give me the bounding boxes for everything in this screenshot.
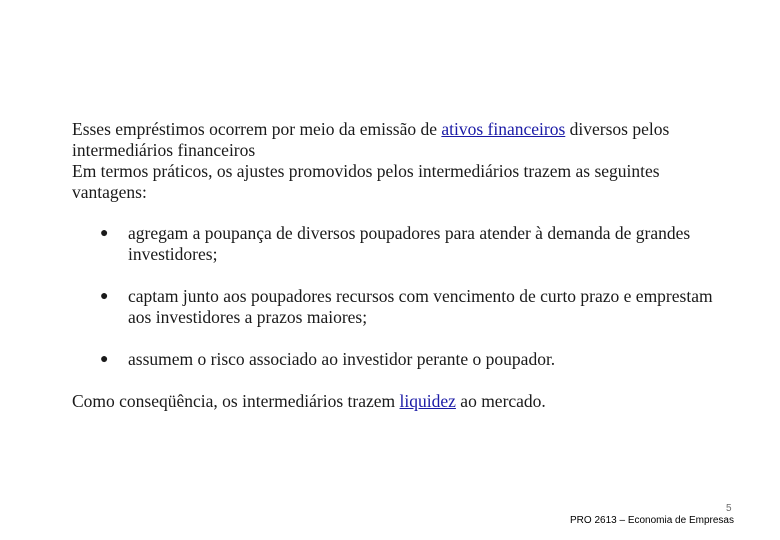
list-item — [72, 349, 732, 370]
intro-second-paragraph: Em termos práticos, os ajustes promovidos pelos intermediários trazem as seguintes vantagens: — [72, 161, 660, 202]
conclusion-paragraph — [72, 391, 732, 412]
list-item — [72, 286, 732, 328]
intro-paragraph — [72, 119, 732, 161]
advantages-list — [72, 223, 732, 370]
bullet-icon: ● — [100, 352, 109, 367]
conclusion-text: Como conseqüência, os intermediários trazem — [72, 391, 400, 411]
list-item — [72, 223, 732, 265]
bullet-icon: ● — [100, 289, 109, 304]
bullet-icon: ● — [100, 226, 109, 241]
intro-text-end: diversos pelos intermediários financeiros — [72, 119, 670, 160]
ativos-financeiros-link[interactable]: ativos financeiros — [441, 119, 566, 139]
intro-text: Esses empréstimos ocorrem por meio da emissão de — [72, 119, 442, 139]
liquidez-link[interactable]: liquidez — [399, 391, 456, 411]
page-number: 5 — [726, 503, 732, 514]
list-item-text: assumem o risco associado ao investidor perante o poupador. — [128, 349, 556, 369]
course-footer: PRO 2613 – Economia de Empresas — [570, 515, 734, 526]
slide-body — [72, 119, 732, 412]
list-item-text: captam junto aos poupadores recursos com vencimento de curto prazo e emprestam aos investidores a prazos maiores; — [128, 286, 713, 327]
conclusion-text-end: ao mercado. — [455, 391, 546, 411]
list-item-text: agregam a poupança de diversos poupadores para atender à demanda de grandes investidores; — [128, 223, 691, 264]
